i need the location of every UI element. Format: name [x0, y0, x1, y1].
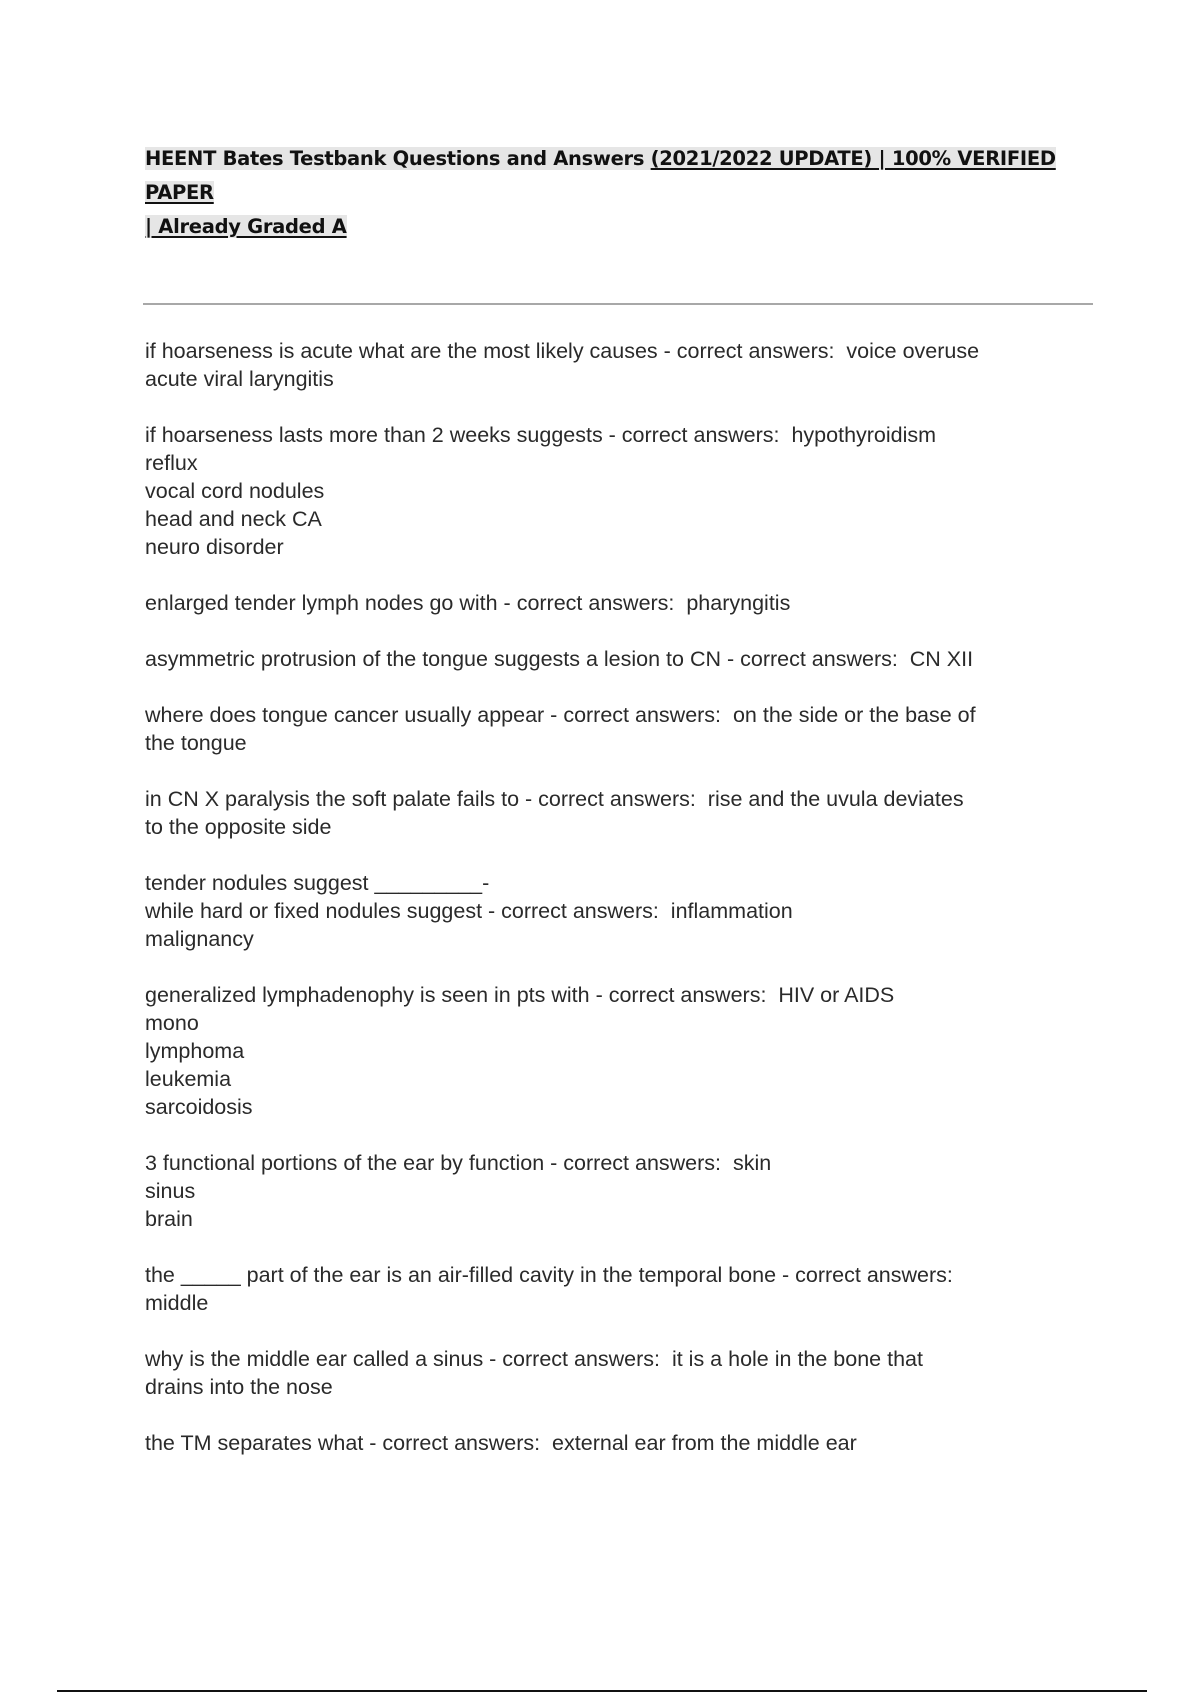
- title-update-tag: (2021/2022 UPDATE) | 100% VERIFIED PAPER: [145, 147, 1056, 204]
- qa-item: [145, 1149, 1095, 1233]
- qa-line: the _____ part of the ear is an air-filled cavity in the temporal bone - correct answers:: [145, 1263, 953, 1287]
- qa-line: in CN X paralysis the soft palate fails to - correct answers: rise and the uvula deviates: [145, 787, 964, 811]
- title-divider: [143, 303, 1093, 305]
- qa-line: why is the middle ear called a sinus - correct answers: it is a hole in the bone that: [145, 1347, 923, 1371]
- qa-item: [145, 869, 1095, 953]
- qa-line: sinus: [145, 1179, 196, 1203]
- title-graded-tag: | Already Graded A: [145, 215, 347, 238]
- qa-item: [145, 1261, 1095, 1317]
- qa-line: sarcoidosis: [145, 1095, 253, 1119]
- qa-line: middle: [145, 1291, 209, 1315]
- qa-line: if hoarseness lasts more than 2 weeks suggests - correct answers: hypothyroidism: [145, 423, 937, 447]
- page-footer-rule: [57, 1690, 1147, 1692]
- qa-line: neuro disorder: [145, 535, 284, 559]
- qa-item: [145, 337, 1095, 393]
- qa-item: [145, 785, 1095, 841]
- qa-line: acute viral laryngitis: [145, 367, 334, 391]
- qa-line: reflux: [145, 451, 198, 475]
- qa-line: drains into the nose: [145, 1375, 333, 1399]
- qa-line: leukemia: [145, 1067, 232, 1091]
- qa-line: tender nodules suggest _________-: [145, 871, 490, 895]
- qa-line: while hard or fixed nodules suggest - correct answers: inflammation: [145, 899, 793, 923]
- qa-list: [145, 337, 1095, 1485]
- qa-line: the TM separates what - correct answers: external ear from the middle ear: [145, 1431, 857, 1455]
- qa-item: [145, 1429, 1095, 1457]
- qa-item: [145, 421, 1095, 561]
- title-main: HEENT Bates Testbank Questions and Answers: [145, 147, 651, 170]
- qa-line: vocal cord nodules: [145, 479, 325, 503]
- document-title: [145, 142, 1085, 244]
- qa-line: to the opposite side: [145, 815, 332, 839]
- qa-item: [145, 1345, 1095, 1401]
- qa-item: [145, 981, 1095, 1121]
- qa-line: brain: [145, 1207, 193, 1231]
- qa-line: malignancy: [145, 927, 254, 951]
- qa-line: enlarged tender lymph nodes go with - correct answers: pharyngitis: [145, 591, 791, 615]
- qa-line: if hoarseness is acute what are the most likely causes - correct answers: voice overuse: [145, 339, 980, 363]
- qa-item: [145, 589, 1095, 617]
- qa-line: generalized lymphadenophy is seen in pts with - correct answers: HIV or AIDS: [145, 983, 895, 1007]
- qa-line: the tongue: [145, 731, 247, 755]
- qa-item: [145, 645, 1095, 673]
- qa-line: asymmetric protrusion of the tongue suggests a lesion to CN - correct answers: CN XII: [145, 647, 974, 671]
- qa-line: lymphoma: [145, 1039, 245, 1063]
- qa-line: head and neck CA: [145, 507, 322, 531]
- qa-line: 3 functional portions of the ear by function - correct answers: skin: [145, 1151, 772, 1175]
- qa-line: where does tongue cancer usually appear - correct answers: on the side or the base of: [145, 703, 976, 727]
- qa-item: [145, 701, 1095, 757]
- qa-line: mono: [145, 1011, 199, 1035]
